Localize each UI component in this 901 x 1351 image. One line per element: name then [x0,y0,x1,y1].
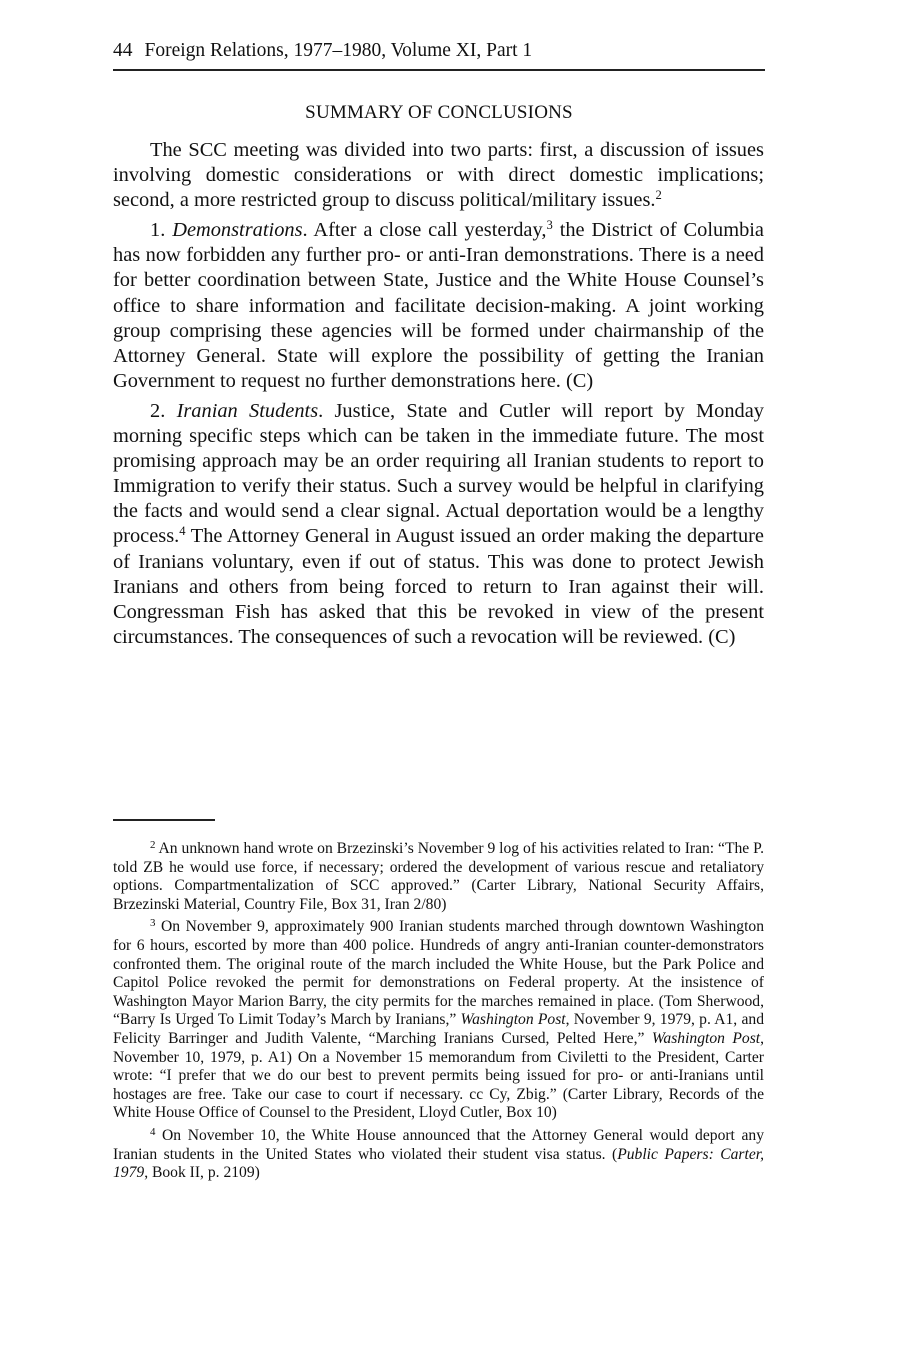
demonstrations-text-b: the District of Columbia has now forbidden any further pro- or anti-Iran demonstrations. There is a need for better coordination between State, Justice and the White House Counsel’s office to share information and facilitate decision-making. A joint working group comprising these agencies will be formed under chairmanship of the Attorney General. State will explore the possibility of getting the Iranian Government to request no further demonstrations here. (C) [113,219,764,392]
footnote-mark-2: 2 [150,839,156,852]
footnote-2 [113,840,764,914]
page-number: 44 [113,40,133,61]
footnote-ref-4[interactable]: 4 [179,524,186,539]
footnote-3 [113,918,764,1123]
body-text [113,138,764,655]
footnote-3-text-b: , November 9, 1979, p. A1, and Felicity Barringer and Judith Valente, “Marching Iranians Cursed, Pelted Here,” [113,1011,764,1047]
footnote-ref-2[interactable]: 2 [655,188,662,203]
students-text-b: The Attorney General in August issued an order making the departure of Iranians voluntary, even if out of status. This was done to protect Jewish Iranians and others from being forced to return to Iran against their will. Congressman Fish has asked that this be revoked in view of the present circumstances. The consequences of such a revocation will be reviewed. (C) [113,525,764,648]
footnote-4-text-a: On November 10, the White House announced that the Attorney General would deport any Iranian students in the United States who violated their student visa status. ( [113,1126,764,1163]
header-rule [113,69,765,71]
paragraph-heading-iranian-students: Iranian Students [176,399,319,422]
running-header [113,38,765,64]
footnotes [113,840,764,1187]
publication-title: Public Papers: Carter, 1979 [113,1145,764,1182]
footnote-mark-4: 4 [150,1126,156,1138]
footnote-4 [113,1127,764,1183]
students-text-a: . Justice, State and Cutler will report by Monday morning specific steps which can be taken in the immediate future. The most promising approach may be an order requiring all Iranian students to report to Immigration to verify their status. Such a survey would be helpful in clarifying the facts and would send a clear signal. Actual deportation would be a lengthy process. [113,399,764,548]
demonstrations-text-a: . After a close call yesterday, [302,219,547,242]
section-title: SUMMARY OF CONCLUSIONS [305,102,573,123]
footnote-rule [113,819,215,821]
intro-text: The SCC meeting was divided into two parts: first, a discussion of issues involving domestic considerations or with direct domestic implications; second, a more restricted group to discuss political/military issues. [113,139,764,212]
paragraph-number: 2. [150,399,166,422]
footnote-2-text: An unknown hand wrote on Brzezinski’s November 9 log of his activities related to Iran: “The P. told ZB he would use force, if necessary; ordered the development of various rescue and retaliatory options. Compartmentalization of SCC approved.” (Carter Library, National Security Affairs, Brzezinski Material, Country File, Box 31, Iran 2/80) [113,840,764,913]
paragraph-demonstrations [113,218,764,394]
footnote-4-text-b: , Book II, p. 2109) [144,1164,260,1182]
footnote-3-text-a: On November 9, approximately 900 Iranian students marched through downtown Washington for 6 hours, escorted by more than 400 police. Hundreds of angry anti-Iranian counter-demonstrators confronted them. The original route of the march included the White House, but the Park Police and Capitol Police revoked the permit for demonstrations on Federal property. At the insistence of Washington Mayor Marion Barry, the city permits for the marches remained in place. (Tom Sherwood, “Barry Is Urged To Limit Today’s March by Iranians,” [113,918,765,1029]
footnote-mark-3: 3 [150,917,156,930]
running-title: Foreign Relations, 1977–1980, Volume XI, Part 1 [144,40,533,61]
footnote-ref-3[interactable]: 3 [546,218,553,233]
paragraph-number: 1. [150,219,166,242]
intro-paragraph [113,138,764,213]
publication-title: Washington Post [651,1029,761,1047]
paragraph-heading-demonstrations: Demonstrations [172,219,303,242]
publication-title: Washington Post [460,1011,566,1029]
paragraph-iranian-students [113,399,764,650]
footnote-3-text-c: , November 10, 1979, p. A1) On a November 15 memorandum from Civiletti to the President, Carter wrote: “I prefer that we do our best to prevent permits being issued for pro- or anti-Iranians until hostages are free. Take our case to court if necessary. cc Cy, Zbig.” (Carter Library, Records of the White House Office of Counsel to the President, Lloyd Cutler, Box 10) [113,1029,764,1122]
